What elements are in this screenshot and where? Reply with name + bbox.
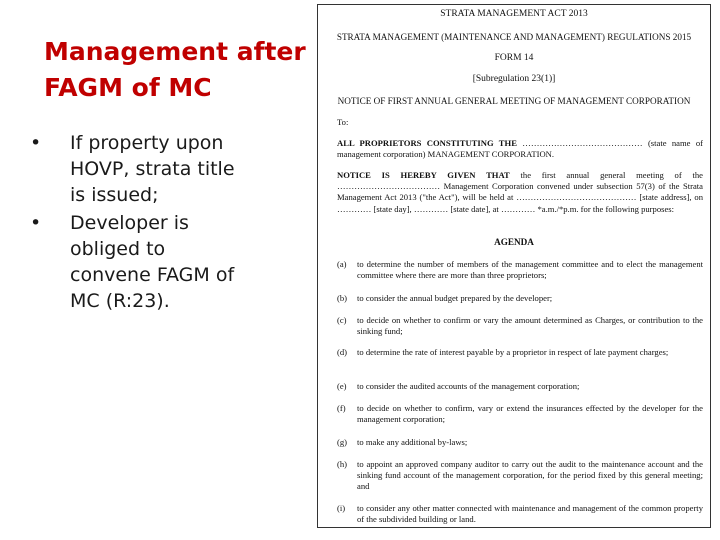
addressee-bold: ALL PROPRIETORS CONSTITUTING THE [337,138,517,148]
agenda-title: AGENDA [494,237,534,247]
addressee-paragraph [337,138,703,160]
agenda-label: (d) [337,347,348,357]
form-number: FORM 14 [494,53,534,63]
agenda-item: to determine the rate of interest payable by a proprietor in respect of late payment charges; [357,347,669,357]
subregulation: [Subregulation 23(1)] [472,74,556,84]
notice-paragraph [337,170,703,215]
agenda-item: to decide on whether to confirm or vary the amount determined as Charges, or contribution to the sinking fund; [357,315,703,336]
agenda-label: (b) [337,293,348,303]
bullet-item [30,210,295,314]
agenda-label: (h) [337,459,348,469]
form-14-document [317,4,711,528]
bullet-dot: • [30,212,42,234]
slide-title: Management after FAGM of MC [44,37,306,102]
agenda-label: (e) [337,381,347,391]
addressee-rest: …………………………………… (state name of management corporation) MANAGEMENT CORPORATION. [337,138,703,160]
agenda-item: to determine the number of members of the management committee and to elect the management committee where there are more than three proprietors; [357,259,703,280]
notice-title: NOTICE OF FIRST ANNUAL GENERAL MEETING OF MANAGEMENT CORPORATION [337,96,691,106]
agenda-item: to consider the audited accounts of the management corporation; [357,381,580,391]
to-label: To: [337,117,349,127]
bullet-text: If property upon HOVP, strata title is issued; [70,132,235,206]
notice-rest: the first annual general meeting of the ……………………………… Management Corporation convened under subsection 57(3) of the Strata Management Act 2013 ("the Act"), will be held at …………………………………… [state address], on ………… [state day], ………… [state date], at ………… *a.m./*p.m. for the following purposes: [337,170,703,214]
agenda-item: to make any additional by-laws; [357,437,468,447]
agenda-item: to appoint an approved company auditor to carry out the audit to the maintenance account and the sinking fund account of the management corporation, for the period fixed by this general meeting; and [357,459,703,491]
act-title: STRATA MANAGEMENT ACT 2013 [440,9,588,19]
bullet-text: Developer is obliged to convene FAGM of MC (R:23). [70,212,235,312]
agenda-item: to consider the annual budget prepared by the developer; [357,293,553,303]
agenda-label: (a) [337,259,347,269]
bullet-dot: • [30,132,42,154]
agenda-label: (i) [337,503,346,513]
regulations-title: STRATA MANAGEMENT (MAINTENANCE AND MANAGEMENT) REGULATIONS 2015 [336,32,692,42]
agenda-label: (g) [337,437,348,447]
agenda-label: (c) [337,315,347,325]
agenda-item: to consider any other matter connected with maintenance and management of the common property of the subdivided building or land. [357,503,703,524]
bullet-list [30,130,295,316]
bullet-item [30,130,295,208]
agenda-item: to decide on whether to confirm, vary or extend the insurances effected by the developer for the management corporation; [357,403,703,424]
agenda-label: (f) [337,403,346,413]
notice-bold: NOTICE IS HEREBY GIVEN THAT [337,170,510,180]
